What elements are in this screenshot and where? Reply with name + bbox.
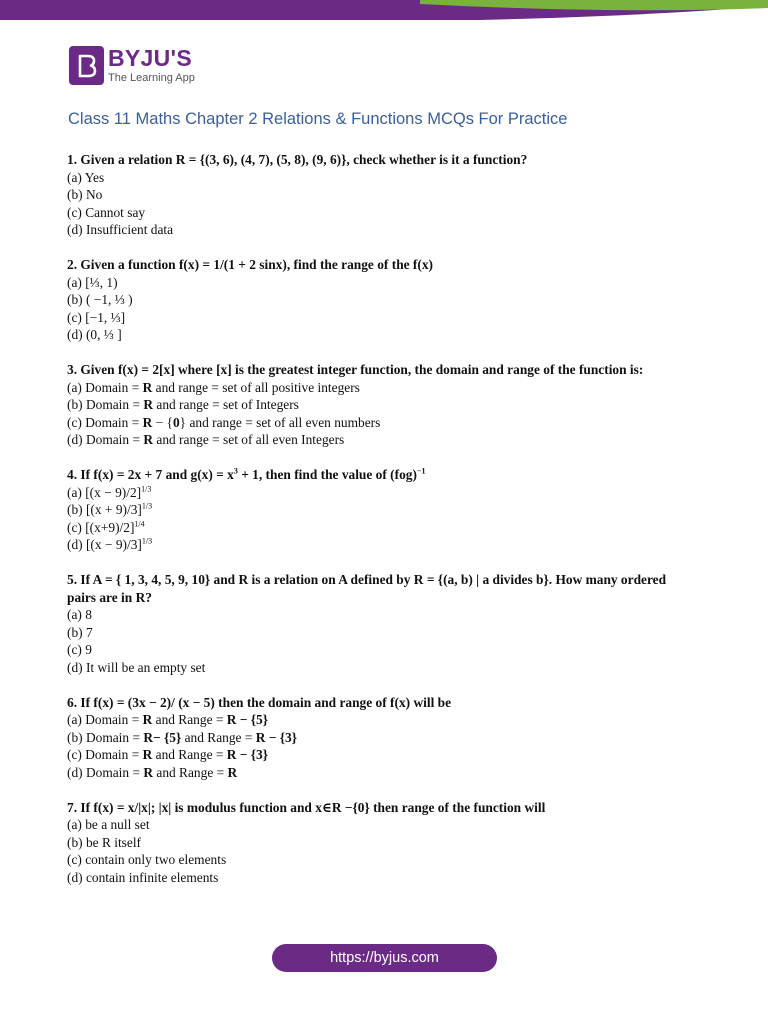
option-d: (d) It will be an empty set	[67, 659, 206, 675]
question-1	[67, 151, 697, 239]
question-text: 2. Given a function f(x) = 1/(1 + 2 sinx), find the range of the f(x)	[67, 257, 433, 272]
option-b: (b) Domain = R− {5} and Range = R − {3}	[67, 729, 298, 745]
option-a: (a) be a null set	[67, 817, 150, 832]
option-c: (c) 9	[67, 642, 92, 657]
option-b: (b) $[(x + 9)/3]^{1/3}$	[67, 501, 153, 517]
question-text: 7. If f(x) = x/|x|; |x| is modulus function and x∈R −{0} then range of the function will	[67, 799, 546, 815]
byjus-b-logo-icon	[69, 46, 104, 85]
option-c: (c) $[(x+9)/2]^{1/4}$	[67, 519, 145, 535]
option-a: (a) [⅓, 1)	[67, 274, 118, 290]
option-c: (c) [−1, ⅓]	[67, 309, 126, 325]
question-4	[67, 466, 697, 554]
option-c: (c) Domain = R and Range = R − {3}	[67, 747, 269, 762]
page-title: Class 11 Maths Chapter 2 Relations & Functions MCQs For Practice	[68, 110, 568, 128]
byjus-logo	[69, 46, 195, 85]
option-d: (d) (0, ⅓ ]	[67, 327, 122, 342]
option-b: (b) No	[67, 187, 103, 202]
top-decorative-band	[0, 0, 768, 22]
option-b: (b) Domain = R and range = set of Integers	[67, 397, 299, 412]
option-a: (a) 8	[67, 607, 92, 622]
option-c: (c) Domain = R − {0} and range = set of all even numbers	[67, 414, 381, 430]
question-2	[67, 256, 697, 344]
option-a: (a) Domain = R and range = set of all positive integers	[67, 379, 360, 395]
question-6	[67, 694, 697, 782]
option-d: (d) Domain = R and range = set of all even Integers	[67, 432, 345, 447]
question-text: 1. Given a relation R = {(3, 6), (4, 7), (5, 8), (9, 6)}, check whether is it a function?	[67, 152, 528, 167]
option-d: (d) contain infinite elements	[67, 869, 219, 885]
question-3	[67, 361, 697, 449]
option-a: (a) Domain = R and Range = R − {5}	[67, 712, 269, 727]
option-b: (b) be R itself	[67, 834, 142, 850]
question-list	[67, 151, 697, 904]
option-b: (b) ( −1, ⅓ )	[67, 292, 133, 307]
question-5	[67, 571, 697, 676]
option-d: (d) Insufficient data	[67, 222, 174, 237]
website-url-link[interactable]: https://byjus.com	[272, 944, 497, 972]
option-d: (d) Domain = R and Range = R	[67, 764, 238, 780]
option-b: (b) 7	[67, 624, 93, 640]
question-text: 3. Given f(x) = 2[x] where [x] is the greatest integer function, the domain and range of the function is:	[67, 362, 644, 377]
option-d: (d) $[(x - 9)/3]^{1/3}$	[67, 536, 153, 552]
brand-tagline: The Learning App	[108, 72, 195, 84]
option-c: (c) contain only two elements	[67, 852, 227, 867]
question-text: 5. If A = { 1, 3, 4, 5, 9, 10} and R is a relation on A defined by R = {(a, b) | a divides b}. How many ordered pairs are in R?	[67, 572, 667, 605]
option-a: (a) $[(x - 9)/2]^{1/3}$	[67, 484, 152, 500]
brand-name: BYJU'S	[108, 45, 192, 71]
question-text: 6. If f(x) = (3x − 2)/ (x − 5) then the domain and range of f(x) will be	[67, 694, 452, 710]
question-7	[67, 799, 697, 887]
question-text: 4. If f(x) = 2x + 7 and $g(x) = x^3 + 1$, then find the value of (fog)$^{-1}$	[67, 466, 426, 482]
option-c: (c) Cannot say	[67, 204, 146, 220]
option-a: (a) Yes	[67, 169, 105, 185]
